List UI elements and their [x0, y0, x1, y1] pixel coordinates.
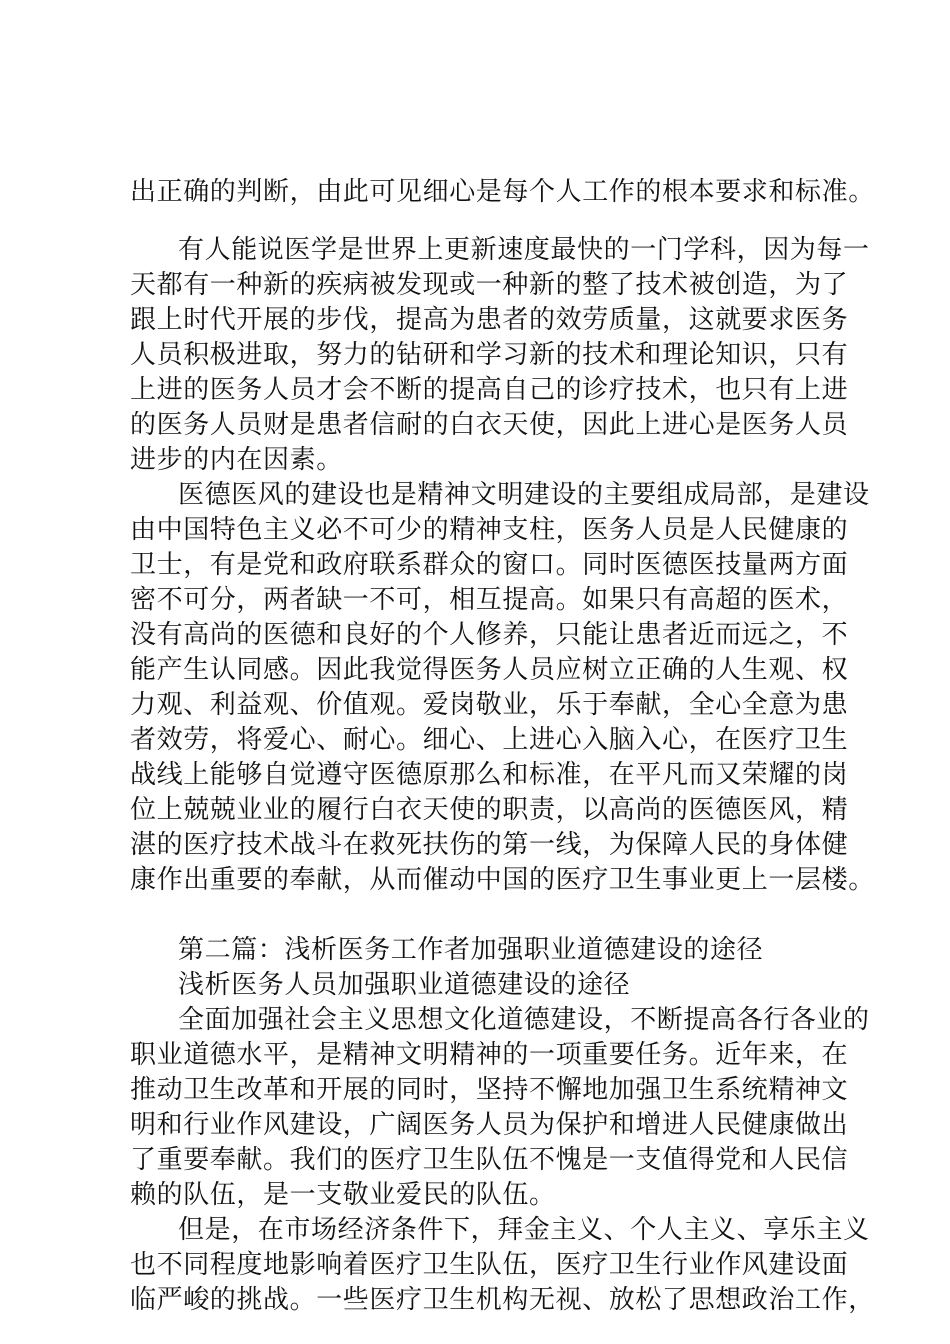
paragraph-line: 赖的队伍，是一支敬业爱民的队伍。	[130, 1180, 556, 1210]
paragraph-line: 密不可分，两者缺一不可，相互提高。如果只有高超的医术，	[130, 585, 849, 615]
paragraph-line: 力观、利益观、价值观。爱岗敬业，乐于奉献，全心全意为患	[130, 690, 849, 720]
paragraph-line: 出正确的判断，由此可见细心是每个人工作的根本要求和标准。	[130, 177, 875, 207]
paragraph-line: 有人能说医学是世界上更新速度最快的一门学科，因为每一	[178, 235, 870, 265]
paragraph-line: 上进的医务人员才会不断的提高自己的诊疗技术，也只有上进	[130, 375, 849, 405]
paragraph-line: 康作出重要的奉献，从而催动中国的医疗卫生事业更上一层楼。	[130, 865, 875, 895]
paragraph-line: 也不同程度地影响着医疗卫生队伍，医疗卫生行业作风建设面	[130, 1250, 849, 1280]
paragraph-line: 战线上能够自觉遵守医德原那么和标准，在平凡而又荣耀的岗	[130, 760, 849, 790]
section-title: 第二篇：浅析医务工作者加强职业道德建设的途径	[178, 935, 764, 965]
paragraph-line: 跟上时代开展的步伐，提高为患者的效劳质量，这就要求医务	[130, 305, 849, 335]
paragraph-line: 没有高尚的医德和良好的个人修养，只能让患者近而远之，不	[130, 620, 849, 650]
paragraph-line: 推动卫生改革和开展的同时，坚持不懈地加强卫生系统精神文	[130, 1075, 849, 1105]
paragraph-line: 职业道德水平，是精神文明精神的一项重要任务。近年来，在	[130, 1040, 849, 1070]
paragraph-line: 的医务人员财是患者信耐的白衣天使，因此上进心是医务人员	[130, 410, 849, 440]
paragraph-line: 由中国特色主义必不可少的精神支柱，医务人员是人民健康的	[130, 515, 849, 545]
paragraph-line: 天都有一种新的疾病被发现或一种新的整了技术被创造，为了	[130, 270, 849, 300]
paragraph-line: 者效劳，将爱心、耐心。细心、上进心入脑入心，在医疗卫生	[130, 725, 849, 755]
paragraph-line: 医德医风的建设也是精神文明建设的主要组成局部，是建设	[178, 480, 870, 510]
section-subtitle: 浅析医务人员加强职业道德建设的途径	[178, 970, 631, 1000]
paragraph-line: 能产生认同感。因此我觉得医务人员应树立正确的人生观、权	[130, 655, 849, 685]
paragraph-line: 人员积极进取，努力的钻研和学习新的技术和理论知识，只有	[130, 340, 849, 370]
paragraph-line: 位上兢兢业业的履行白衣天使的职责，以高尚的医德医风，精	[130, 795, 849, 825]
paragraph-line: 卫士，有是党和政府联系群众的窗口。同时医德医技量两方面	[130, 550, 849, 580]
paragraph-line: 临严峻的挑战。一些医疗卫生机构无视、放松了思想政治工作，	[130, 1285, 875, 1315]
paragraph-line: 湛的医疗技术战斗在救死扶伤的第一线，为保障人民的身体健	[130, 830, 849, 860]
paragraph-line: 明和行业作风建设，广阔医务人员为保护和增进人民健康做出	[130, 1110, 849, 1140]
paragraph-line: 进步的内在因素。	[130, 445, 343, 475]
paragraph-line: 但是，在市场经济条件下，拜金主义、个人主义、享乐主义	[178, 1215, 870, 1245]
paragraph-line: 全面加强社会主义思想文化道德建设，不断提高各行各业的	[178, 1005, 870, 1035]
paragraph-line: 了重要奉献。我们的医疗卫生队伍不愧是一支值得党和人民信	[130, 1145, 849, 1175]
